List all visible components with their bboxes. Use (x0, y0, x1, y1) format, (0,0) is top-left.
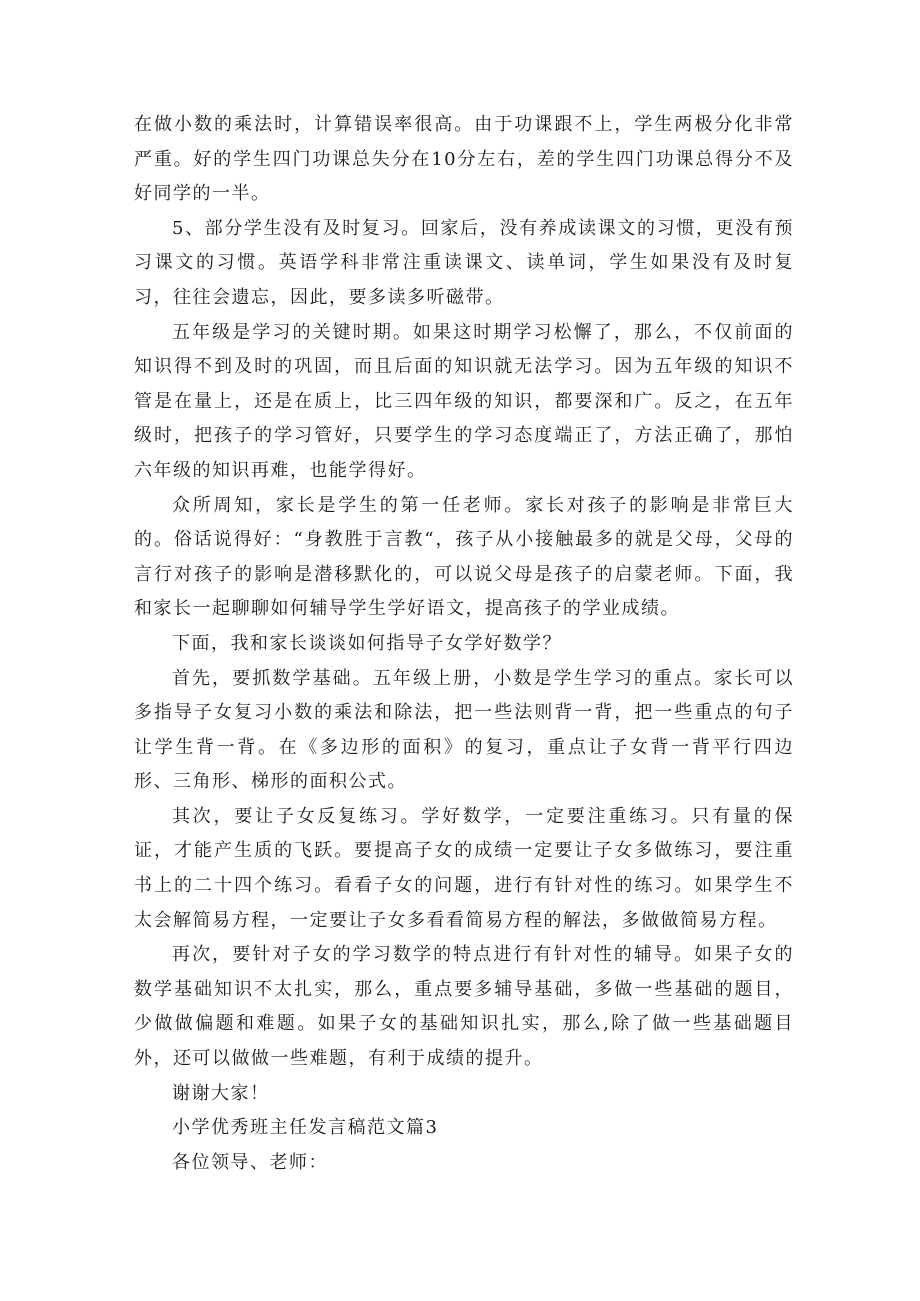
paragraph-second: 其次，要让子女反复练习。学好数学，一定要注重练习。只有量的保证，才能产生质的飞跃。要提高子女的成绩一定要让子女多做练习，要注重书上的二十四个练习。看看子女的问题，进行有针对性的练习。如果学生不太会解简易方程，一定要让子女多看看简易方程的解法，多做做简易方程。 (134, 805, 794, 931)
paragraph-grade-five: 五年级是学习的关键时期。如果这时期学习松懈了，那么，不仅前面的知识得不到及时的巩固，而且后面的知识就无法学习。因为五年级的知识不管是在量上，还是在质上，比三四年级的知识，都要深和广。反之，在五年级时，把孩子的学习管好，只要学生的学习态度端正了，方法正确了，那怕六年级的知识再难，也能学得好。 (134, 321, 794, 481)
section-heading: 小学优秀班主任发言稿范文篇3 (172, 1117, 439, 1139)
paragraph-math-intro: 下面，我和家长谈谈如何指导子女学好数学？ (172, 632, 562, 654)
paragraph-parents: 众所周知，家长是学生的第一任老师。家长对孩子的影响是非常巨大的。俗话说得好：“身教胜于言教“，孩子从小接触最多的就是父母，父母的言行对孩子的影响是潜移默化的，可以说父母是孩子的启蒙老师。下面，我和家长一起聊聊如何辅导学生学好语文，提高孩子的学业成绩。 (134, 494, 794, 620)
document-body (134, 108, 794, 1180)
salutation: 各位领导、老师： (172, 1151, 328, 1173)
paragraph-review: 5、部分学生没有及时复习。回家后，没有养成读课文的习惯，更没有预习课文的习惯。英语学科非常注重读课文、读单词，学生如果没有及时复习，往往会遗忘，因此，要多读多听磁带。 (134, 217, 794, 308)
paragraph-continued: 在做小数的乘法时，计算错误率很高。由于功课跟不上，学生两极分化非常严重。好的学生四门功课总失分在10分左右，差的学生四门功课总得分不及好同学的一半。 (134, 114, 794, 205)
paragraph-thanks: 谢谢大家！ (172, 1082, 270, 1104)
paragraph-first: 首先，要抓数学基础。五年级上册，小数是学生学习的重点。家长可以多指导子女复习小数的乘法和除法，把一些法则背一背，把一些重点的句子让学生背一背。在《多边形的面积》的复习，重点让子女背一背平行四边形、三角形、梯形的面积公式。 (134, 667, 794, 793)
paragraph-third: 再次，要针对子女的学习数学的特点进行有针对性的辅导。如果子女的数学基础知识不太扎实，那么，重点要多辅导基础，多做一些基础的题目，少做做偏题和难题。如果子女的基础知识扎实，那么,除了做一些基础题目外，还可以做做一些难题，有利于成绩的提升。 (134, 944, 794, 1070)
